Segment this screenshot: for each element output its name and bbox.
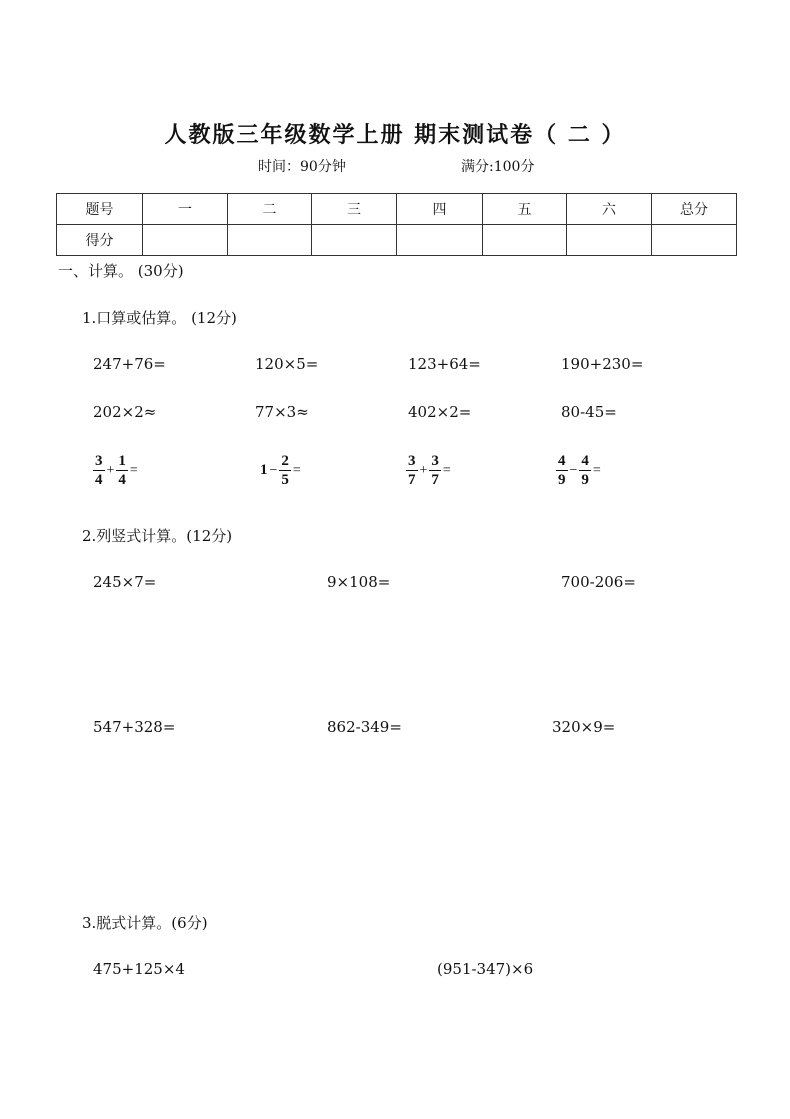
exam-time: 时间：90分钟 (258, 159, 346, 175)
operator: + (419, 462, 428, 478)
section-1-title: 一、计算。 (30分) (58, 262, 184, 280)
exam-full-score: 满分:100分 (461, 159, 535, 175)
denominator: 4 (118, 472, 126, 488)
header-cell-3: 三 (312, 194, 397, 225)
header-cell-1: 一 (143, 194, 228, 225)
denominator: 4 (95, 472, 103, 488)
header-cell-5: 五 (483, 194, 567, 225)
fraction (556, 452, 568, 489)
equals-sign: = (129, 462, 138, 478)
header-cell-question: 题号 (57, 194, 143, 225)
equals-sign: = (442, 462, 451, 478)
numerator: 3 (431, 453, 439, 469)
numerator: 3 (95, 453, 103, 469)
equals-sign: = (592, 462, 601, 478)
vertical-calc-item: 320×9= (552, 718, 616, 736)
score-cell[interactable] (483, 225, 567, 256)
whole-number: 1 (260, 462, 268, 478)
numerator: 4 (581, 453, 589, 469)
denominator: 5 (281, 472, 289, 488)
fraction (279, 452, 291, 489)
denominator: 7 (408, 472, 416, 488)
fraction (93, 452, 105, 489)
operator: − (569, 462, 578, 478)
vertical-calc-item: 547+328= (93, 718, 176, 736)
operator: − (269, 462, 278, 478)
estimate-item: 202×2≈ (93, 403, 157, 421)
oral-calc-item: 80-45= (561, 403, 617, 421)
part-1-title: 1.口算或估算。 (12分) (82, 309, 237, 327)
fraction-expression (555, 452, 602, 489)
numerator: 2 (281, 453, 289, 469)
part-2-title: 2.列竖式计算。(12分) (82, 527, 233, 545)
score-cell[interactable] (228, 225, 312, 256)
oral-calc-item: 402×2= (408, 403, 472, 421)
denominator: 9 (581, 472, 589, 488)
denominator: 9 (558, 472, 566, 488)
fraction-expression (259, 452, 302, 489)
equals-sign: = (292, 462, 301, 478)
header-cell-4: 四 (397, 194, 483, 225)
oral-calc-item: 123+64= (408, 355, 481, 373)
header-cell-total: 总分 (652, 194, 737, 225)
oral-calc-item: 190+230= (561, 355, 644, 373)
step-calc-item: 475+125×4 (93, 960, 185, 978)
part-3-title: 3.脱式计算。(6分) (82, 914, 208, 932)
fraction (406, 452, 418, 489)
header-cell-2: 二 (228, 194, 312, 225)
oral-calc-item: 120×5= (255, 355, 319, 373)
estimate-item: 77×3≈ (255, 403, 309, 421)
vertical-calc-item: 862-349= (327, 718, 402, 736)
score-cell[interactable] (567, 225, 652, 256)
numerator: 4 (558, 453, 566, 469)
fraction-expression (405, 452, 452, 489)
score-cell[interactable] (397, 225, 483, 256)
fraction-expression (92, 452, 139, 489)
score-cell[interactable] (652, 225, 737, 256)
header-cell-6: 六 (567, 194, 652, 225)
page-title: 人教版三年级数学上册 期末测试卷（ 二 ） (164, 123, 626, 148)
vertical-calc-item: 9×108= (327, 573, 391, 591)
score-cell[interactable] (143, 225, 228, 256)
step-calc-item: (951-347)×6 (437, 960, 534, 978)
fraction (116, 452, 128, 489)
operator: + (106, 462, 115, 478)
score-table-score-row (57, 225, 737, 256)
score-cell[interactable] (312, 225, 397, 256)
vertical-calc-item: 245×7= (93, 573, 157, 591)
fraction (579, 452, 591, 489)
denominator: 7 (431, 472, 439, 488)
numerator: 1 (118, 453, 126, 469)
numerator: 3 (408, 453, 416, 469)
vertical-calc-item: 700-206= (561, 573, 636, 591)
score-row-label: 得分 (57, 225, 143, 256)
score-table (56, 193, 737, 256)
oral-calc-item: 247+76= (93, 355, 166, 373)
score-table-header-row (57, 194, 737, 225)
fraction (429, 452, 441, 489)
